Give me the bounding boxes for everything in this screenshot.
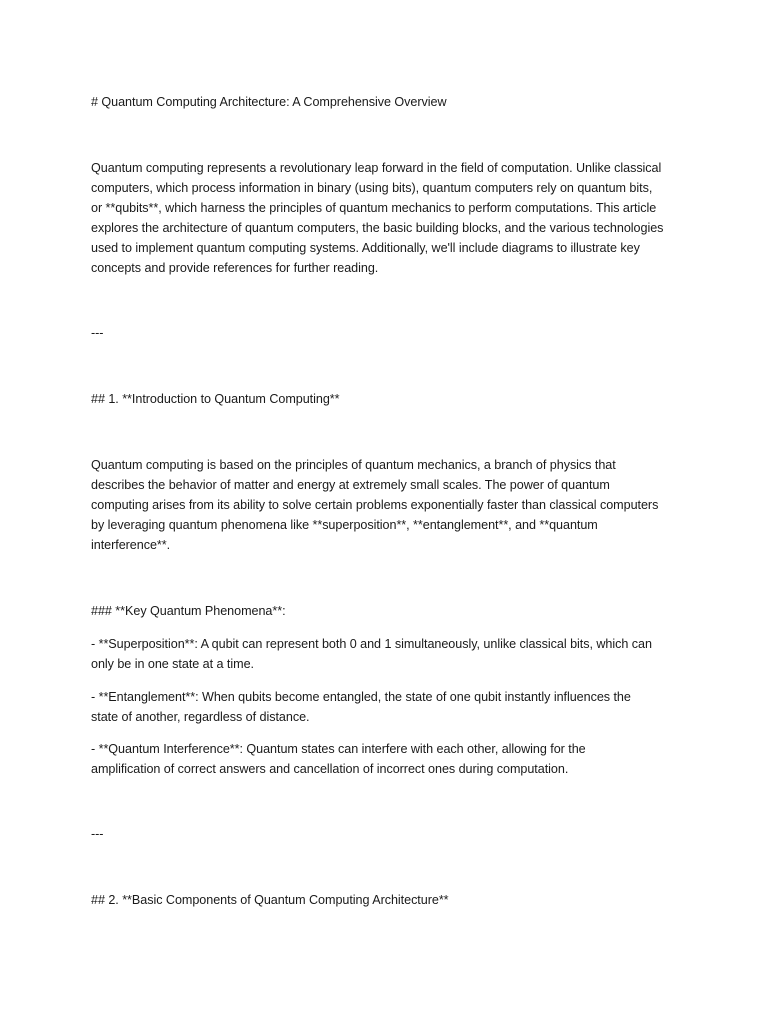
- section-1-paragraph: [91, 455, 681, 555]
- divider-text: ---: [91, 827, 104, 841]
- intro-line: used to implement quantum computing systems. Additionally, we'll include diagrams to illustrate key: [91, 241, 640, 255]
- bullet-item: [91, 739, 681, 779]
- bullet-line: - **Quantum Interference**: Quantum states can interfere with each other, allowing for the: [91, 742, 586, 756]
- paragraph-line: Quantum computing is based on the principles of quantum mechanics, a branch of physics that: [91, 458, 616, 472]
- intro-line: or **qubits**, which harness the principles of quantum mechanics to perform computations. This article: [91, 201, 657, 215]
- intro-line: computers, which process information in binary (using bits), quantum computers rely on quantum bits,: [91, 181, 653, 195]
- bullet-item: [91, 687, 681, 727]
- paragraph-line: describes the behavior of matter and energy at extremely small scales. The power of quantum: [91, 478, 610, 492]
- document-title: # Quantum Computing Architecture: A Comprehensive Overview: [91, 95, 447, 109]
- paragraph-line: by leveraging quantum phenomena like **superposition**, **entanglement**, and **quantum: [91, 518, 598, 532]
- intro-paragraph: [91, 158, 681, 278]
- bullet-line: only be in one state at a time.: [91, 657, 254, 671]
- paragraph-line: computing arises from its ability to solve certain problems exponentially faster than classical computers: [91, 498, 659, 512]
- bullet-line: - **Superposition**: A qubit can represent both 0 and 1 simultaneously, unlike classical bits, which can: [91, 637, 652, 651]
- subsection-heading: ### **Key Quantum Phenomena**:: [91, 604, 286, 618]
- bullet-line: amplification of correct answers and cancellation of incorrect ones during computation.: [91, 762, 569, 776]
- intro-line: concepts and provide references for further reading.: [91, 261, 379, 275]
- intro-line: explores the architecture of quantum computers, the basic building blocks, and the various technologies: [91, 221, 664, 235]
- divider-text: ---: [91, 326, 104, 340]
- bullet-line: - **Entanglement**: When qubits become entangled, the state of one qubit instantly influences the: [91, 690, 631, 704]
- intro-line: Quantum computing represents a revolutionary leap forward in the field of computation. Unlike classical: [91, 161, 662, 175]
- bullet-item: [91, 634, 681, 674]
- section-2-heading: ## 2. **Basic Components of Quantum Computing Architecture**: [91, 893, 449, 907]
- section-1-heading: ## 1. **Introduction to Quantum Computing**: [91, 392, 340, 406]
- paragraph-line: interference**.: [91, 538, 171, 552]
- bullet-line: state of another, regardless of distance.: [91, 710, 310, 724]
